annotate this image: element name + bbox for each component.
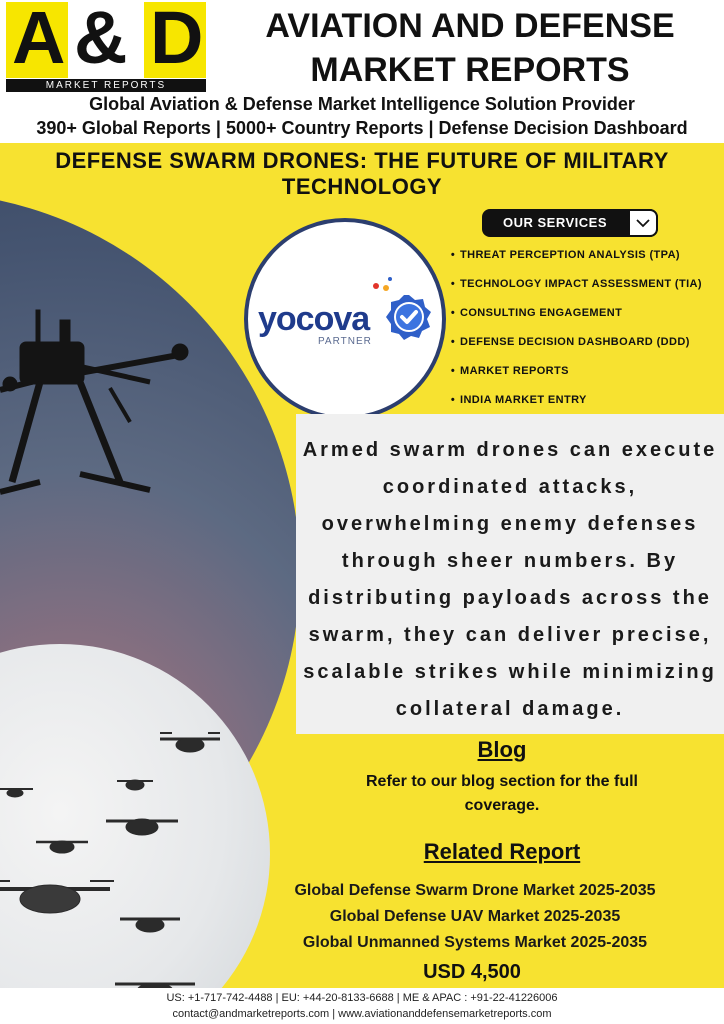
brand-title	[220, 4, 720, 92]
footer	[0, 988, 724, 1024]
logo-subtitle: MARKET REPORTS	[6, 79, 206, 92]
service-item[interactable]: • THREAT PERCEPTION ANALYSIS (TPA)	[446, 245, 716, 274]
partner-label: PARTNER	[318, 336, 372, 347]
services-list	[446, 245, 716, 419]
service-item[interactable]: • CONSULTING ENGAGEMENT	[446, 303, 716, 332]
page-title-line2: TECHNOLOGY	[281, 174, 443, 199]
header	[0, 0, 724, 150]
logo-letter-a: A	[12, 0, 66, 79]
summary-text: Armed swarm drones can execute coordinated attacks, overwhelming enemy defenses through sheer numbers. By distributing payloads across the swarm, they can deliver precise, scalable strikes while minimizing collateral damage.	[302, 439, 718, 720]
report-item[interactable]: Global Unmanned Systems Market 2025-2035	[302, 934, 648, 951]
chevron-down-icon	[630, 211, 656, 235]
report-item[interactable]: Global Defense UAV Market 2025-2035	[329, 908, 621, 925]
blog-description: Refer to our blog section for the full coverage.	[366, 773, 638, 814]
brand-title-line2: MARKET REPORTS	[310, 51, 630, 89]
services-dropdown[interactable]	[482, 209, 658, 237]
service-item[interactable]: • TECHNOLOGY IMPACT ASSESSMENT (TIA)	[446, 274, 716, 303]
logo-letter-d: D	[150, 0, 204, 79]
blog-link[interactable]: Blog	[477, 737, 527, 762]
report-price: USD 4,500	[423, 961, 521, 983]
related-report-list	[240, 878, 710, 956]
brand-title-line1: AVIATION AND DEFENSE	[265, 7, 675, 45]
related-report-heading[interactable]: Related Report	[423, 839, 581, 864]
report-item[interactable]: Global Defense Swarm Drone Market 2025-2035	[294, 882, 656, 899]
service-item[interactable]: • INDIA MARKET ENTRY	[446, 390, 716, 419]
footer-contact[interactable]: contact@andmarketreports.com | www.aviationanddefensemarketreports.com	[172, 1008, 552, 1020]
footer-phones: US: +1-717-742-4488 | EU: +44-20-8133-6688 | ME & APAC : +91-22-41226006	[166, 992, 558, 1004]
stats-line: 390+ Global Reports | 5000+ Country Reports | Defense Decision Dashboard	[36, 118, 688, 138]
verified-badge-icon	[386, 294, 432, 340]
service-item[interactable]: • MARKET REPORTS	[446, 361, 716, 390]
service-item[interactable]: • DEFENSE DECISION DASHBOARD (DDD)	[446, 332, 716, 361]
logo-ampersand: &	[74, 0, 128, 79]
partner-logo-text: yocova	[258, 300, 370, 338]
tagline: Global Aviation & Defense Market Intelligence Solution Provider	[89, 94, 635, 114]
sparkle-icon	[372, 276, 394, 292]
summary-box	[296, 414, 724, 734]
company-logo[interactable]	[6, 2, 206, 92]
services-toggle[interactable]	[628, 209, 658, 237]
services-label: OUR SERVICES	[502, 215, 607, 230]
page-title-line1: DEFENSE SWARM DRONES: THE FUTURE OF MILITARY	[55, 148, 669, 173]
partner-badge	[244, 218, 446, 420]
